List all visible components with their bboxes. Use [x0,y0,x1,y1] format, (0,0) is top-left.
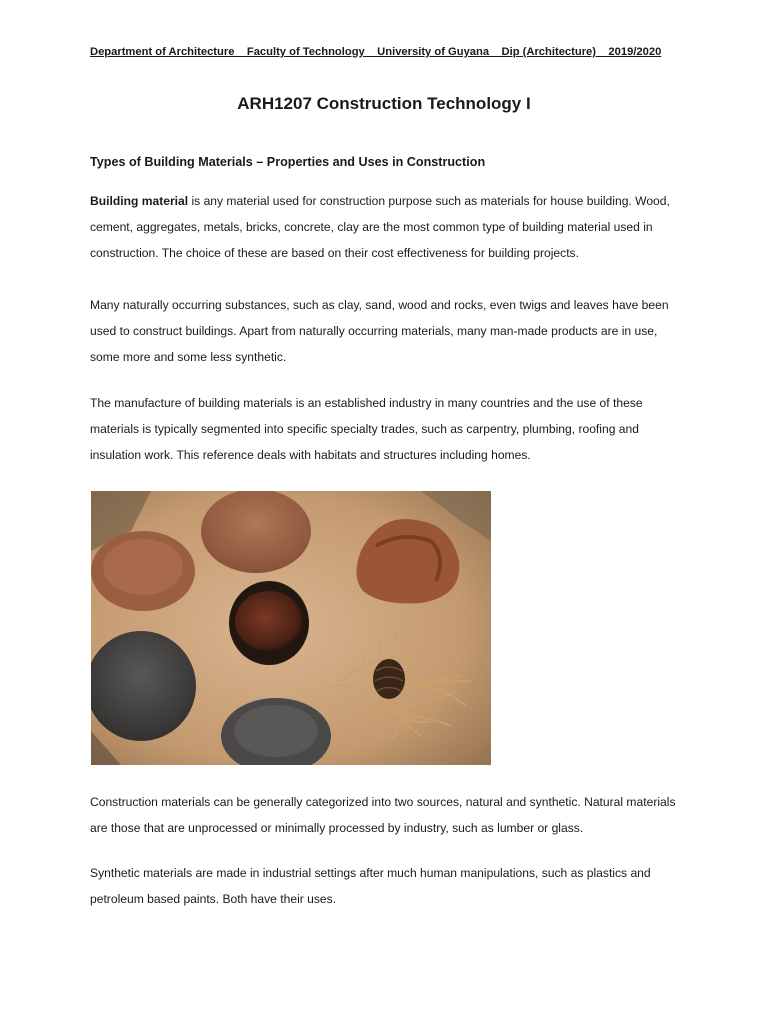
paragraph-natural-substances: Many naturally occurring substances, such as clay, sand, wood and rocks, even twigs and leaves have been used to construct buildings. Apart from naturally occurring materials, many man-made products are in use, some more and some less synthetic. [90,298,669,364]
paragraph-manufacture: The manufacture of building materials is an established industry in many countries and the use of these materials is typically segmented into specific specialty trades, such as carpentry, plumbing, roofing and insulation work. This reference deals with habitats and structures including homes. [90,396,643,462]
building-materials-photo [91,491,491,765]
paragraph-categories: Construction materials can be generally categorized into two sources, natural and synthetic. Natural materials are those that are unprocessed or minimally processed by industry, such as lumber or glass. [90,795,676,835]
paragraph-synthetic-materials: Synthetic materials are made in industrial settings after much human manipulations, such as plastics and petroleum based paints. Both have their uses. [90,866,651,906]
document-title: ARH1207 Construction Technology I [237,94,531,113]
paragraph-lead-term: Building material [90,194,189,208]
paragraph-building-material [90,188,690,266]
paragraph-body: is any material used for construction purpose such as materials for house building. Wood, cement, aggregates, metals, bricks, concrete, clay are the most common type of building material used in construction. The choice of these are based on their cost effectiveness for building projects. [90,194,670,260]
section-heading: Types of Building Materials – Properties and Uses in Construction [90,155,486,169]
photo-illustration [91,491,491,765]
running-header: Department of Architecture Faculty of Technology University of Guyana Dip (Architecture) 2019/2020 [90,46,662,58]
